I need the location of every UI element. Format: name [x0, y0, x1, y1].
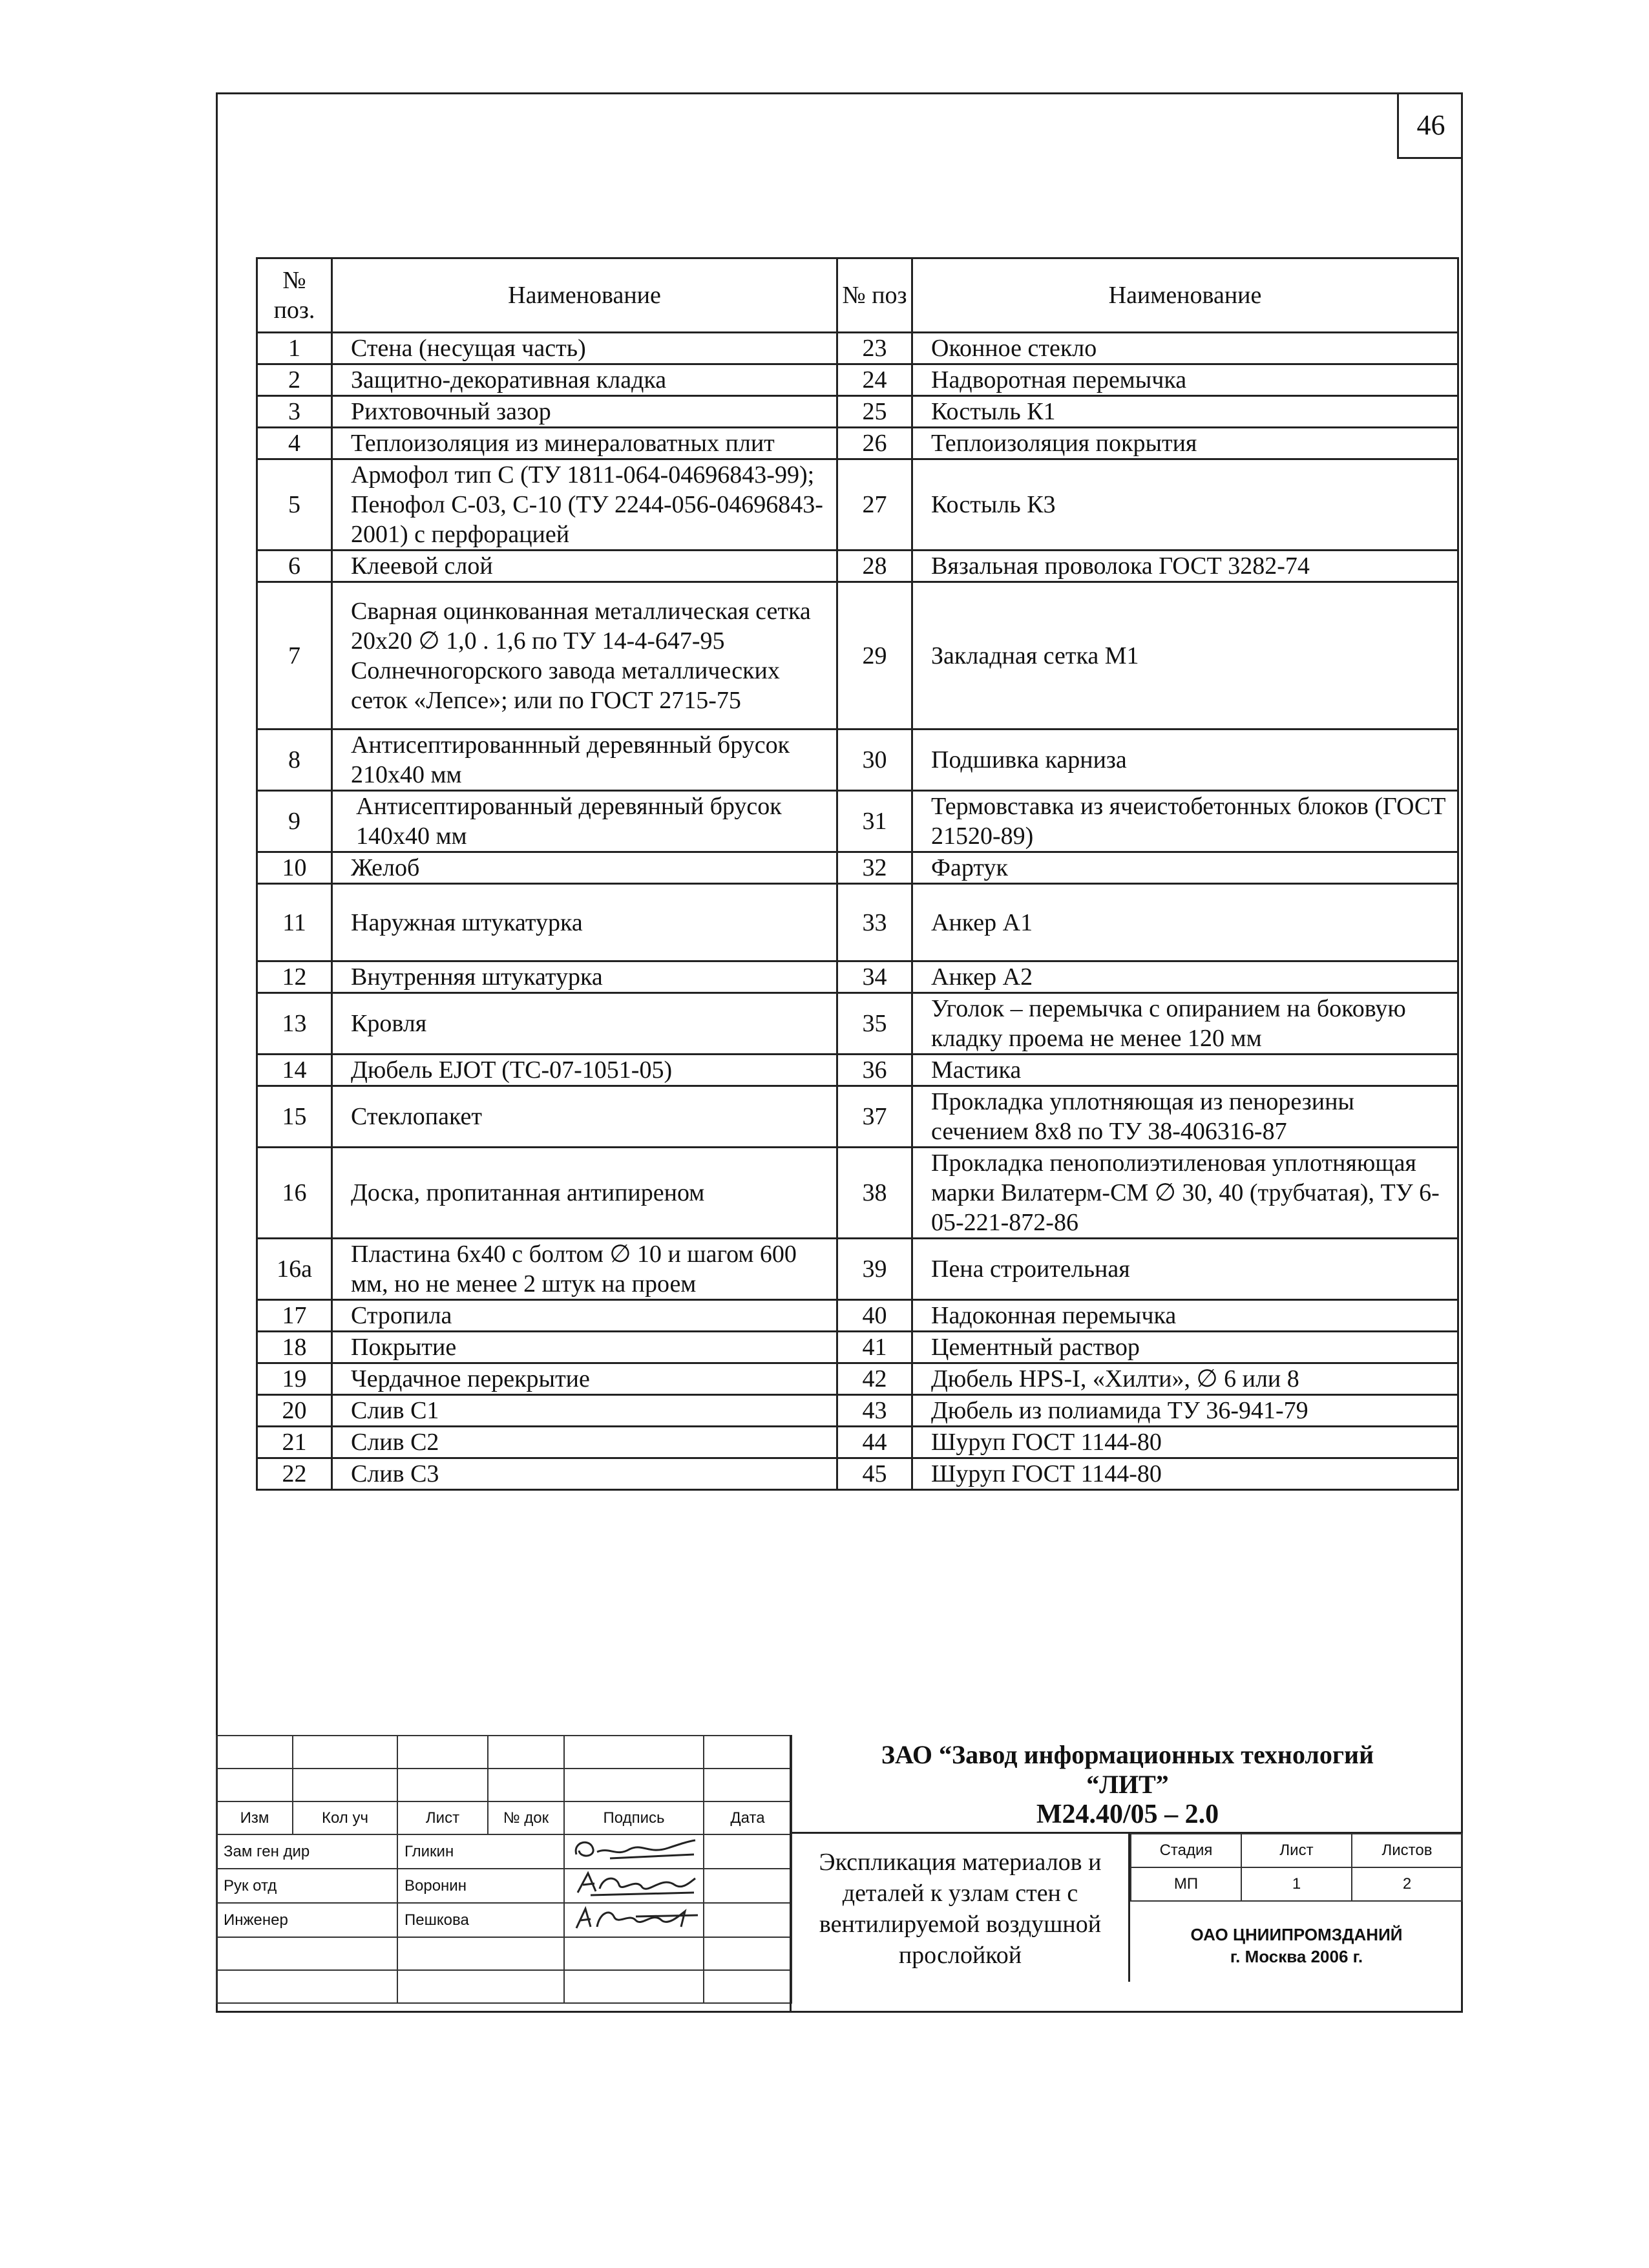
table-row: [257, 993, 1458, 1055]
table-row: [257, 582, 1458, 730]
item-name: Прокладка пенополиэтиленовая уплотняющая марки Вилатерм-СМ ∅ 30, 40 (трубчатая), ТУ 6-05-221-872-86: [912, 1148, 1458, 1239]
position-number: 19: [257, 1363, 332, 1395]
item-name: Чердачное перекрытие: [332, 1363, 837, 1395]
item-name: Слив С1: [332, 1395, 837, 1427]
item-name: Стеклопакет: [332, 1086, 837, 1148]
stamp-col-list: Лист: [397, 1801, 488, 1834]
position-number: 8: [257, 730, 332, 791]
item-name: Теплоизоляция из минераловатных плит: [332, 428, 837, 459]
item-name: Прокладка уплотняющая из пенорезины сечением 8х8 по ТУ 38-406316-87: [912, 1086, 1458, 1148]
signature-voronin: [564, 1869, 704, 1903]
position-number: 1: [257, 333, 332, 364]
stamp-person-row: [216, 1869, 792, 1903]
stamp-person-row: [216, 1903, 792, 1937]
table-row: [257, 1458, 1458, 1490]
table-row: [257, 364, 1458, 396]
item-name: Дюбель EJOT (ТС-07-1051-05): [332, 1055, 837, 1086]
item-name: Вязальная проволока ГОСТ 3282-74: [912, 551, 1458, 582]
item-name: Рихтовочный зазор: [332, 396, 837, 428]
org-line-1: ЗАО “Завод информационных технологий: [881, 1740, 1374, 1769]
position-number: 42: [837, 1363, 912, 1395]
position-number: 36: [837, 1055, 912, 1086]
stamp-person-name: Пешкова: [397, 1903, 564, 1937]
position-number: 17: [257, 1300, 332, 1332]
item-name: Оконное стекло: [912, 333, 1458, 364]
table-row: [257, 1148, 1458, 1239]
position-number: 34: [837, 961, 912, 993]
item-name: Теплоизоляция покрытия: [912, 428, 1458, 459]
table-row: [257, 459, 1458, 551]
item-name: Надворотная перемычка: [912, 364, 1458, 396]
signature-peshkova: [564, 1903, 704, 1937]
position-number: 22: [257, 1458, 332, 1490]
position-number: 3: [257, 396, 332, 428]
item-name: Клеевой слой: [332, 551, 837, 582]
item-name: Закладная сетка М1: [912, 582, 1458, 730]
item-name: Дюбель из полиамида ТУ 36-941-79: [912, 1395, 1458, 1427]
position-number: 26: [837, 428, 912, 459]
position-number: 15: [257, 1086, 332, 1148]
item-name: Цементный раствор: [912, 1332, 1458, 1363]
signature-glikin: [564, 1834, 704, 1869]
position-number: 13: [257, 993, 332, 1055]
item-name: Пена строительная: [912, 1239, 1458, 1300]
position-number: 16: [257, 1148, 332, 1239]
item-name: Надоконная перемычка: [912, 1300, 1458, 1332]
position-number: 2: [257, 364, 332, 396]
position-number: 24: [837, 364, 912, 396]
position-number: 25: [837, 396, 912, 428]
position-number: 20: [257, 1395, 332, 1427]
table-row: [257, 428, 1458, 459]
item-name: Шуруп ГОСТ 1144-80: [912, 1427, 1458, 1458]
item-name: Внутренняя штукатурка: [332, 961, 837, 993]
page-number: 46: [1397, 92, 1463, 159]
institute-name: ОАО ЦНИИПРОМЗДАНИЙ: [1190, 1925, 1403, 1944]
stamp-col-ndok: № док: [488, 1801, 564, 1834]
header-pos: № поз.: [257, 258, 332, 333]
item-name: Подшивка карниза: [912, 730, 1458, 791]
institute-city-year: г. Москва 2006 г.: [1230, 1947, 1363, 1966]
item-name: Мастика: [912, 1055, 1458, 1086]
item-name: Антисептированный деревянный брусок 140х40 мм: [332, 791, 837, 852]
position-number: 6: [257, 551, 332, 582]
stamp-person-row: [216, 1834, 792, 1869]
item-name: Дюбель HPS-I, «Хилти», ∅ 6 или 8: [912, 1363, 1458, 1395]
position-number: 38: [837, 1148, 912, 1239]
position-number: 11: [257, 884, 332, 961]
stamp-person-name: Гликин: [397, 1834, 564, 1869]
header-name: Наименование: [332, 258, 837, 333]
document-description: Экспликация материалов и деталей к узлам стен с вентилируемой воздушной прослойкой: [819, 1849, 1102, 1969]
position-number: 12: [257, 961, 332, 993]
position-number: 21: [257, 1427, 332, 1458]
table-row: [257, 1395, 1458, 1427]
document-code: М24.40/05 – 2.0: [1036, 1800, 1219, 1829]
position-number: 30: [837, 730, 912, 791]
item-name: Антисептированнный деревянный брусок 210х40 мм: [332, 730, 837, 791]
position-number: 31: [837, 791, 912, 852]
header-name-2: Наименование: [912, 258, 1458, 333]
position-number: 16а: [257, 1239, 332, 1300]
position-number: 41: [837, 1332, 912, 1363]
item-name: Защитно-декоративная кладка: [332, 364, 837, 396]
position-number: 45: [837, 1458, 912, 1490]
position-number: 27: [837, 459, 912, 551]
item-name: Костыль К1: [912, 396, 1458, 428]
stage-table: [1130, 1833, 1463, 1902]
item-name: Фартук: [912, 852, 1458, 884]
stamp-role: Инженер: [216, 1903, 397, 1937]
item-name: Армофол тип С (ТУ 1811-064-04696843-99); Пенофол С-03, С-10 (ТУ 2244-056-04696843-2001) с перфорацией: [332, 459, 837, 551]
stage-value: МП: [1131, 1867, 1241, 1901]
stamp-role: Рук отд: [216, 1869, 397, 1903]
title-block-divider: [790, 1735, 792, 2013]
position-number: 32: [837, 852, 912, 884]
position-number: 14: [257, 1055, 332, 1086]
item-name: Костыль К3: [912, 459, 1458, 551]
item-name: Слив С3: [332, 1458, 837, 1490]
org-line-2: “ЛИТ”: [1086, 1770, 1169, 1799]
stamp-role: Зам ген дир: [216, 1834, 397, 1869]
table-row: [257, 791, 1458, 852]
sheets-header: Листов: [1352, 1834, 1462, 1867]
table-row: [257, 333, 1458, 364]
stamp-col-kol-uch: Кол уч: [293, 1801, 397, 1834]
sheet-header: Лист: [1241, 1834, 1352, 1867]
stamp-col-podpis: Подпись: [564, 1801, 704, 1834]
position-number: 9: [257, 791, 332, 852]
sheets-value: 2: [1352, 1867, 1462, 1901]
stamp-person-name: Воронин: [397, 1869, 564, 1903]
organization-title: [792, 1735, 1463, 1833]
position-number: 18: [257, 1332, 332, 1363]
table-row: [257, 1300, 1458, 1332]
header-pos-2: № поз: [837, 258, 912, 333]
item-name: Пластина 6х40 с болтом ∅ 10 и шагом 600 мм, но не менее 2 штук на проем: [332, 1239, 837, 1300]
position-number: 33: [837, 884, 912, 961]
item-name: Слив С2: [332, 1427, 837, 1458]
item-name: Кровля: [332, 993, 837, 1055]
materials-table: [256, 257, 1459, 1491]
item-name: Термовставка из ячеистобетонных блоков (ГОСТ 21520-89): [912, 791, 1458, 852]
item-name: Доска, пропитанная антипиреном: [332, 1148, 837, 1239]
table-row: [257, 396, 1458, 428]
item-name: Наружная штукатурка: [332, 884, 837, 961]
item-name: Стена (несущая часть): [332, 333, 837, 364]
position-number: 28: [837, 551, 912, 582]
item-name: Покрытие: [332, 1332, 837, 1363]
item-name: Желоб: [332, 852, 837, 884]
table-row: [257, 730, 1458, 791]
position-number: 29: [837, 582, 912, 730]
position-number: 43: [837, 1395, 912, 1427]
institute: [1130, 1903, 1463, 1980]
table-row: [257, 884, 1458, 961]
position-number: 35: [837, 993, 912, 1055]
table-row: [257, 1363, 1458, 1395]
item-name: Стропила: [332, 1300, 837, 1332]
table-row: [257, 1086, 1458, 1148]
table-row: [257, 1055, 1458, 1086]
table-row: [257, 551, 1458, 582]
position-number: 39: [837, 1239, 912, 1300]
position-number: 10: [257, 852, 332, 884]
position-number: 40: [837, 1300, 912, 1332]
position-number: 5: [257, 459, 332, 551]
item-name: Сварная оцинкованная металлическая сетка 20х20 ∅ 1,0 . 1,6 по ТУ 14-4-647-95 Солнечногорского завода металлических сеток «Лепсе»; или по ГОСТ 2715-75: [332, 582, 837, 730]
stamp-col-data: Дата: [704, 1801, 792, 1834]
item-name: Шуруп ГОСТ 1144-80: [912, 1458, 1458, 1490]
position-number: 44: [837, 1427, 912, 1458]
item-name: Анкер А2: [912, 961, 1458, 993]
stamp-col-izm: Изм: [216, 1801, 293, 1834]
position-number: 7: [257, 582, 332, 730]
table-row: [257, 852, 1458, 884]
position-number: 4: [257, 428, 332, 459]
stamp-header-row: [216, 1801, 792, 1834]
table-header-row: [257, 258, 1458, 333]
sheet-value: 1: [1241, 1867, 1352, 1901]
title-block: [216, 1735, 1463, 2013]
table-row: [257, 1239, 1458, 1300]
stage-header: Стадия: [1131, 1834, 1241, 1867]
revision-stamp: [216, 1735, 792, 2004]
item-name: Уголок – перемычка с опиранием на боковую кладку проема не менее 120 мм: [912, 993, 1458, 1055]
table-row: [257, 1332, 1458, 1363]
position-number: 23: [837, 333, 912, 364]
table-row: [257, 1427, 1458, 1458]
item-name: Анкер А1: [912, 884, 1458, 961]
table-row: [257, 961, 1458, 993]
position-number: 37: [837, 1086, 912, 1148]
